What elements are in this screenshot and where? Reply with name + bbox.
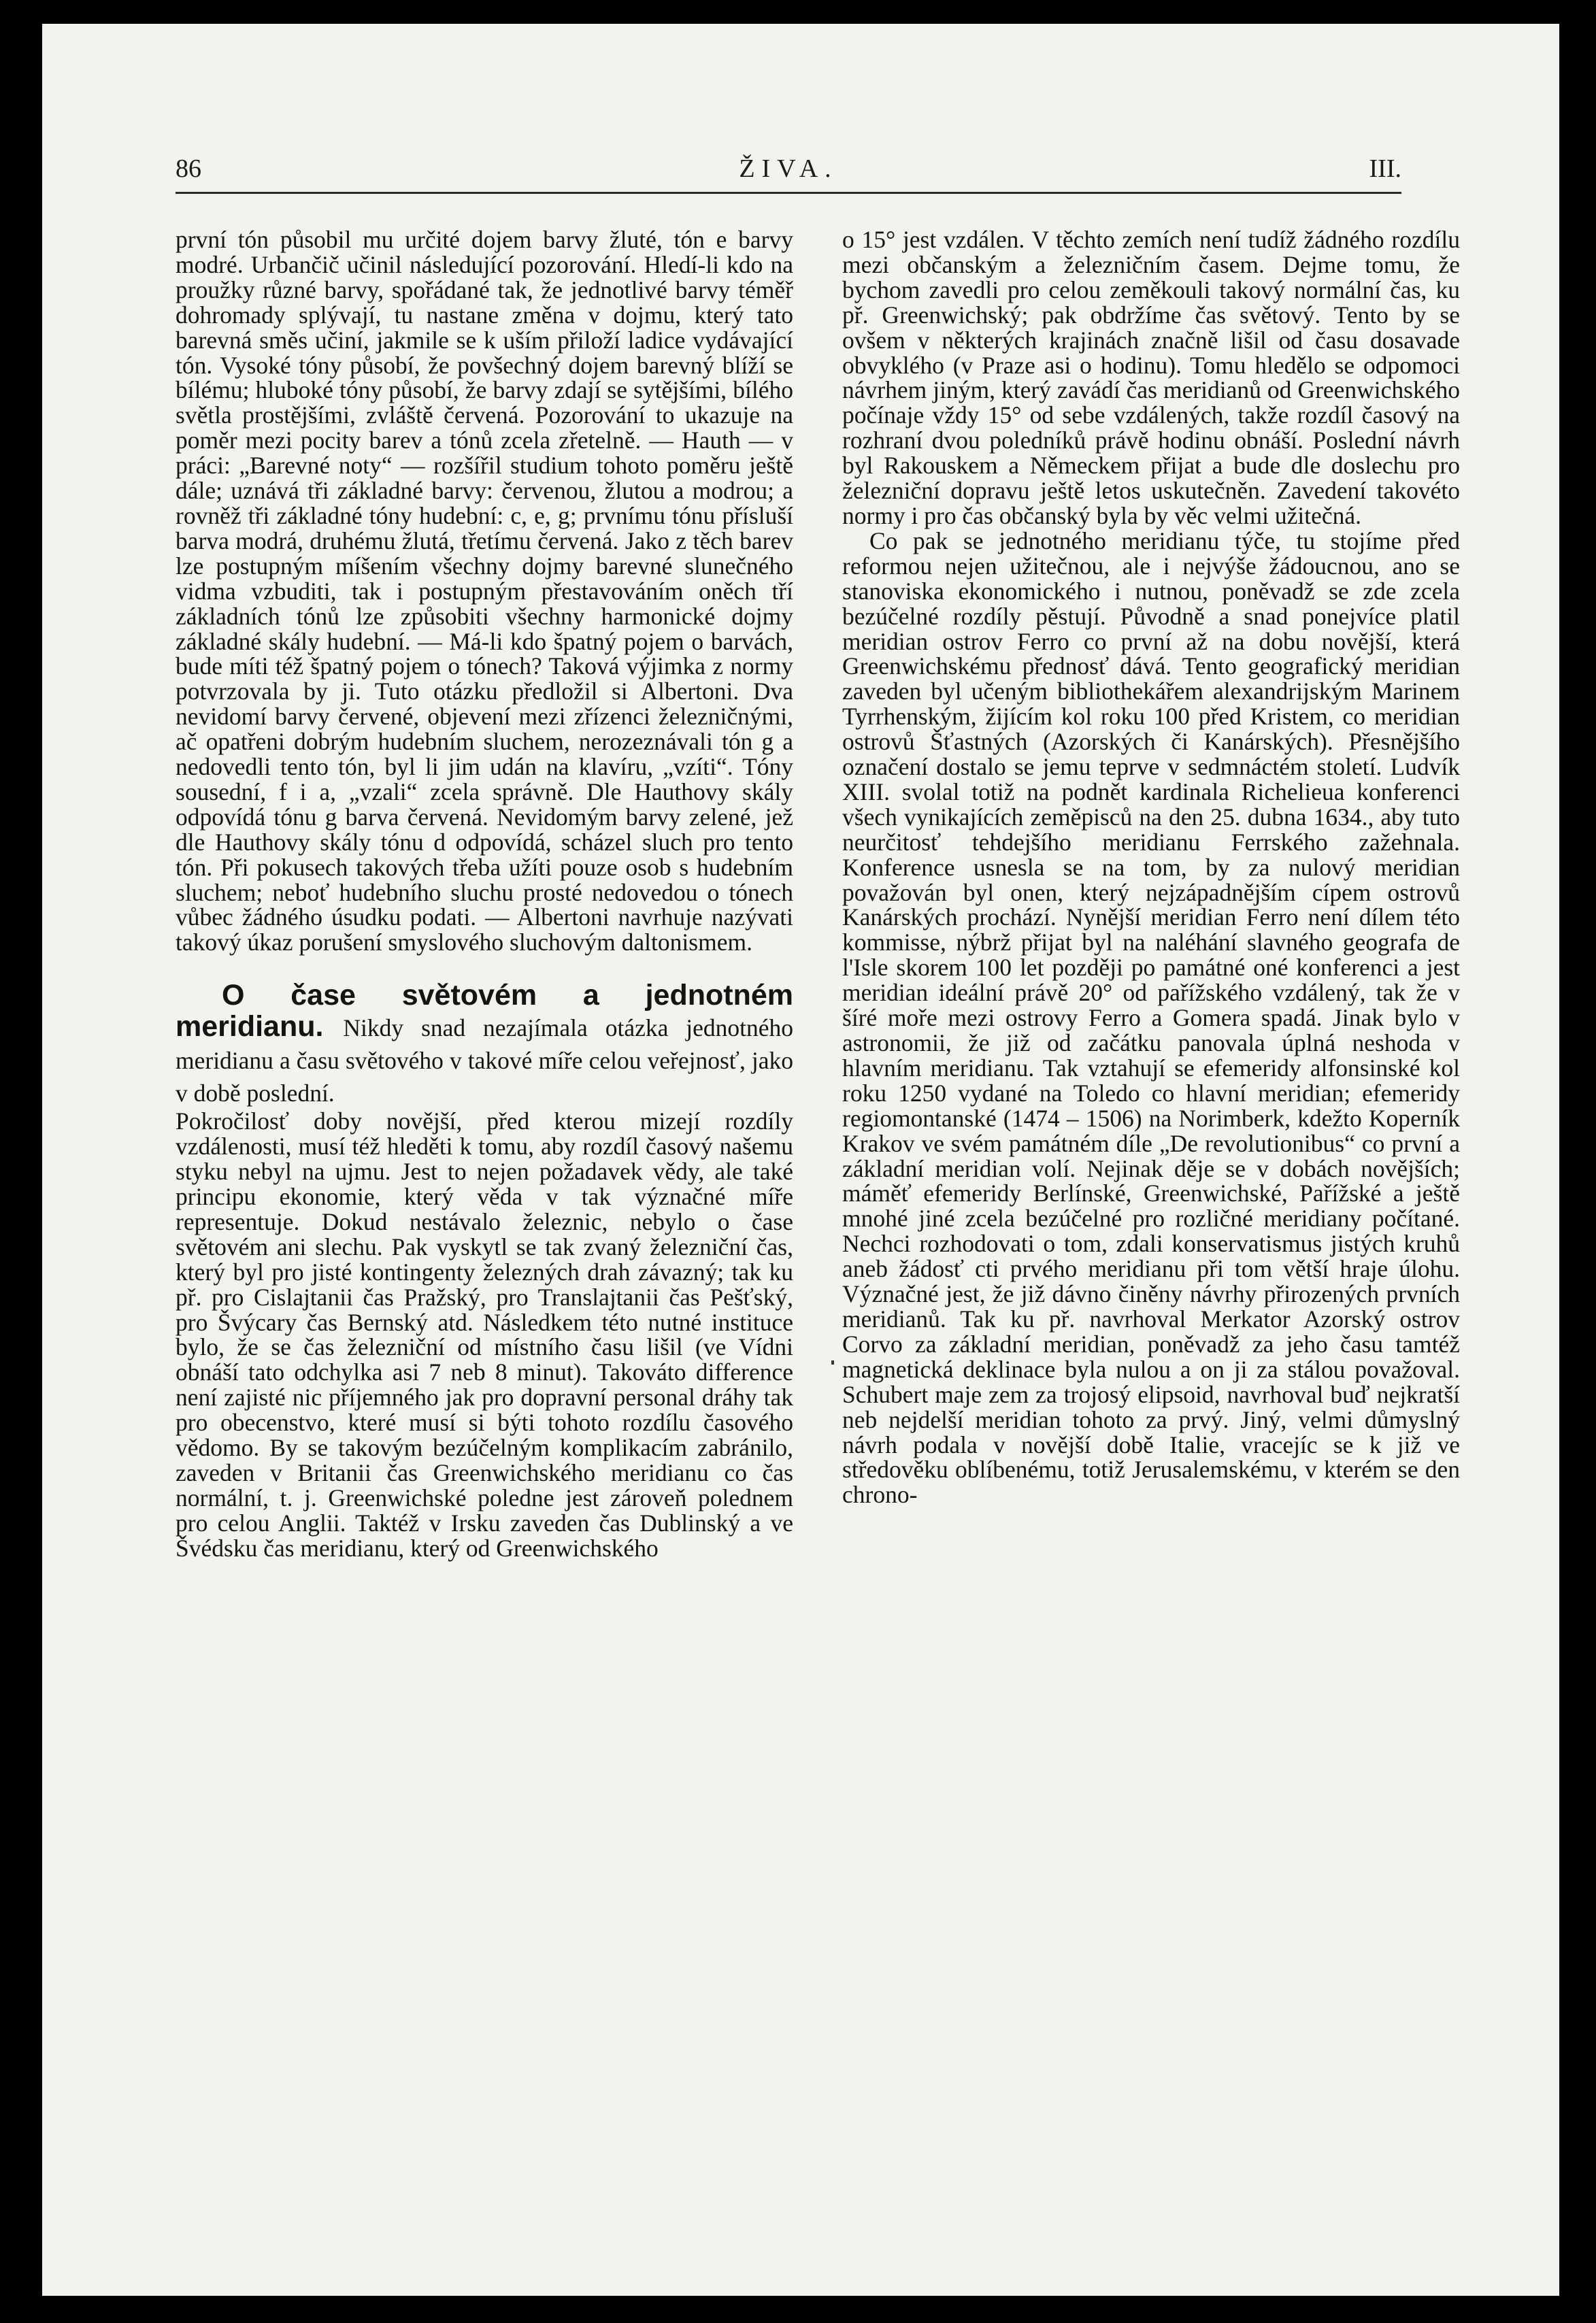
right-paragraph-1: o 15° jest vzdálen. V těchto zemích není tudíž žádného rozdílu mezi občanským a železničním časem. Dejme tomu, že bychom zavedli pro celou zeměkouli takový normální čas, ku př. Greenwichský; pak obdržíme čas světový. Tento by se ovšem v některých krajinách značně lišil od času dosavade obvyklého (v Praze asi o hodinu). Tomu hledělo se odpomoci návrhem jiným, který zavádí čas meridianů od Greenwichského počínaje vždy 15° od sebe vzdálených, takže rozdíl časový na rozhraní dvou poledníků právě hodinu obnáší. Poslední návrh byl Rakouskem a Německem přijat a bude dle doslechu pro železniční dopravu ještě letos uskutečněn. Zavedení takovéto normy i pro čas občanský byla by věc velmi užitečná. bbox=[842, 226, 1460, 529]
right-paragraph-2: Co pak se jednotného meridianu týče, tu stojíme před reformou nejen užitečnou, ale i nejvýše žádoucnou, ano se stanoviska ekonomického i nutnou, poněvadž se zde zcela bezúčelné rozdíly pěstují. Původně a snad ponejvíce platil meridian ostrov Ferro co první až na dobu novější, která Greenwichskému přednosť dává. Tento geografický meridian zaveden byl učeným bibliothekářem alexandrijským Marinem Tyrrhenským, žijícím kol roku 100 před Kristem, co meridian ostrovů Šťastných (Azorských či Kanárských). Přesnějšího označení dostalo se jemu teprve v sedmnáctém století. Ludvík XIII. svolal totiž na podnět kardinala Richelieua konferenci všech vynikajících zeměpisců na den 25. dubna 1634., aby tuto neurčitosť tehdejšího meridianu Ferrského zažehnala. Konference usnesla se na tom, by za nulový meridian považován byl onen, který nejzápadnějším cípem ostrovů Kanárských prochází. Nynější meridian Ferro není dílem této kommisse, nýbrž přijat byl na naléhání slavného geografa de l'Isle skorem 100 let později po památné oné konferenci a jest meridian ideální právě 20° od pařížského vzdálený, tak že v šíré moře mezi ostrovy Ferro a Gomera spadá. Jinak bylo v astronomii, že již od začátku panovala úplná neshoda v hlavním meridianu. Tak vztahují se efemeridy alfonsinské kol roku 1250 vydané na Toledo co hlavní meridian; efemeridy regiomontanské (1474 – 1506) na Norimberk, kdežto Koperník Krakov ve svém památném díle „De revolutionibus“ co první a základní meridian volí. Nejinak děje se v dobách novějších; máměť efemeridy Berlínské, Greenwichské, Pařížské a ještě mnohé jiné zcela bezúčelné pro rozličné meridiany počítané. Nechci rozhodovati o tom, zdali konservatismus jistých kruhů aneb žádosť cti prvého meridianu při tom větší hraje úlohu. Význačné jest, že již dávno činěny návrhy přirozených prvních meridianů. Tak ku př. navrhoval Merkator Azorský ostrov Corvo za základní meridian, poněvadž za jeho času tamtéž magnetická deklinace byla nulou a on ji za stálou považoval. Schubert maje zem za trojosý elipsoid, navrhoval buď nejkratší neb nejdelší meridian tohoto za prvý. Jiný, velmi důmyslný návrh podala v novější době Italie, vracejíc se k již ve středověku oblíbenému, totiž Jerusalemskému, v kterém se den chrono- bbox=[842, 527, 1460, 1509]
page-number: 86 bbox=[176, 154, 201, 183]
section-body: Pokročilosť doby novější, před kterou mizejí rozdíly vzdálenosti, musí též hleděti k tomu, aby rozdíl časový našemu styku nebyl na ujmu. Jest to nejen požadavek vědy, ale také principu ekonomie, který věda v tak význačné míře representuje. Dokud nestávalo železnic, nebylo o čase světovém ani slechu. Pak vyskytl se tak zvaný železniční čas, který byl pro jisté kontingenty železných drah závazný; tak ku př. pro Cislajtanii čas Pražský, pro Translajtanii čas Pešťský, pro Švýcary čas Bernský atd. Následkem této nutné instituce bylo, že se čas železniční od místního času lišil (ve Vídni obnáší tato odchylka asi 7 neb 8 minut). Takováto difference není zajisté nic příjemného jak pro dopravní personal dráhy tak pro obecenstvo, které musí si býti tohoto rozdílu časového vědomo. By se takovým bezúčelným komplikacím zabránilo, zaveden v Britanii čas Greenwichského meridianu co čas normální, t. j. Greenwichské poledne jest zároveň polednem pro celou Anglii. Taktéž v Irsku zaveden čas Dublinský a ve Švédsku čas meridianu, který od Greenwichského bbox=[176, 1107, 793, 1562]
left-paragraph-1: první tón působil mu určité dojem barvy žluté, tón e barvy modré. Urbančič učinil následující pozorování. Hledí-li kdo na proužky různé barvy, spořádané tak, že jednotlivé barvy téměř dohromady splývají, tu nastane změna v dojmu, který tato barevná směs učiní, jakmile se k uším přiloží ladice vydávající tón. Vysoké tóny působí, že povšechný dojem barevný blíží se bílému; hluboké tóny působí, že barvy zdají se sytějšími, bílého světla prostějšími, zvláště červená. Pozorování to ukazuje na poměr mezi pocity barev a tónů zcela zřetelně. — Hauth — v práci: „Barevné noty“ — rozšířil studium tohoto poměru ještě dále; uznává tři základné barvy: červenou, žlutou a modrou; a rovněž tři základné tóny hudební: c, e, g; prvnímu tónu přísluší barva modrá, druhému žlutá, třetímu červená. Jako z těch barev lze postupným míšením všechny dojmy barevné slunečného vidma vzbuditi, tak i postupným přestavováním oněch tří základních tónů lze způsobiti všechny harmonické dojmy základné skály hudební. — Má-li kdo špatný pojem o barvách, bude míti též špatný pojem o tónech? Taková výjimka z normy potvrzovala by ji. Tuto otázku předložil si Albertoni. Dva nevidomí barvy červené, objevení mezi zřízenci železničnými, ač opatřeni dobrým hudebním sluchem, nerozeznávali tón g a nedovedli tento tón, byl li jim udán na klavíru, „vzíti“. Tóny sousední, f i a, „vzali“ zcela správně. Dle Hauthovy skály odpovídá tónu g barva červená. Nevidomým barvy zelené, jež dle Hauthovy skály tónu d odpovídá, scházel sluch pro tento tón. Při pokusech takových třeba užíti pouze osob s hudebním sluchem; neboť hudebního sluchu prosté nedovedou o tónech vůbec žádného úsudku podati. — Albertoni navrhuje nazývati takový úkaz porušení smyslového sluchovým daltonismem. bbox=[176, 226, 793, 956]
volume-number: III. bbox=[1369, 154, 1401, 183]
left-column bbox=[176, 227, 793, 1561]
header-rule bbox=[176, 192, 1401, 194]
journal-title: ŽIVA. bbox=[739, 154, 838, 183]
running-header bbox=[176, 154, 1401, 188]
right-column bbox=[842, 227, 1460, 1507]
section-first-sentence: Nikdy snad nezajímala otázka jednotného meridianu a času světového v takové míře celou veřejnosť, jako v době poslední. bbox=[176, 1014, 793, 1107]
margin-mark bbox=[831, 1360, 834, 1365]
section-heading bbox=[176, 980, 793, 1109]
section-title: O čase světovém a jednotném meridianu. bbox=[176, 979, 793, 1043]
